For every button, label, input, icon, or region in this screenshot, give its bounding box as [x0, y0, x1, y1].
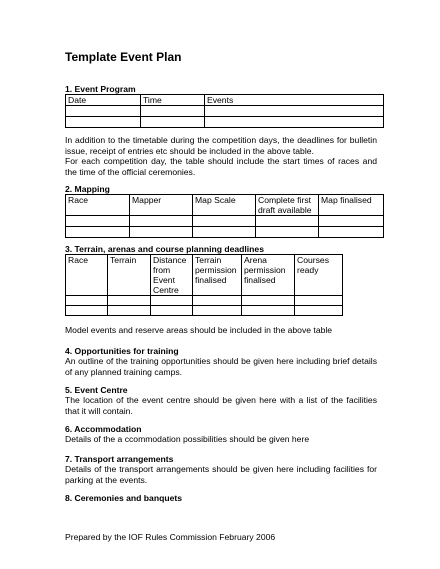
table-cell	[193, 227, 256, 238]
accommodation-paragraph: Details of the a ccommodation possibilities should be given here	[65, 434, 310, 444]
table-header-cell: Terrain	[108, 255, 151, 296]
section-heading-accommodation: 6. Accommodation	[65, 424, 142, 434]
table-cell	[295, 306, 343, 316]
table-header-cell: Distance from Event Centre	[151, 255, 193, 296]
table-cell	[66, 106, 141, 117]
table-cell	[319, 216, 384, 227]
table-cell	[66, 216, 130, 227]
table-header-cell: Terrain permission finalised	[193, 255, 242, 296]
table-header-cell: Mapper	[130, 195, 193, 216]
table-header-cell: Arena permission finalised	[242, 255, 295, 296]
table-cell	[242, 296, 295, 306]
text-line: Details of the transport arrangements should be given here including facilities for	[65, 464, 377, 474]
table-cell	[256, 227, 319, 238]
text-line: parking at the events.	[65, 474, 148, 485]
table-cell	[319, 227, 384, 238]
table-header-cell: Map Scale	[193, 195, 256, 216]
event-centre-paragraph	[65, 395, 377, 416]
transport-paragraph	[65, 464, 377, 485]
text-line: issue, receipt of entries etc should be included in the above table.	[65, 145, 314, 156]
section-heading-event-program: 1. Event Program	[65, 84, 136, 94]
table-cell	[108, 306, 151, 316]
training-paragraph	[65, 356, 377, 377]
text-line: that it will contain.	[65, 405, 133, 416]
table-cell	[151, 306, 193, 316]
footer-credit: Prepared by the IOF Rules Commission February 2006	[65, 532, 276, 542]
table-cell	[256, 216, 319, 227]
table-header-cell: Race	[66, 255, 108, 296]
table-cell	[130, 227, 193, 238]
table-header-cell: Events	[205, 95, 384, 106]
table-header-cell: Time	[141, 95, 205, 106]
terrain-table	[65, 254, 343, 316]
section-heading-training: 4. Opportunities for training	[65, 346, 179, 356]
text-line: In addition to the timetable during the competition days, the deadlines for bulletin	[65, 135, 377, 145]
text-line: An outline of the training opportunities should be given here including brief details	[65, 356, 377, 366]
table-cell	[205, 117, 384, 128]
text-line: For each competition day, the table should include the start times of races and	[65, 156, 377, 166]
table-cell	[66, 227, 130, 238]
table-cell	[193, 216, 256, 227]
event-program-paragraph	[65, 135, 377, 177]
table-header-cell: Date	[66, 95, 141, 106]
section-heading-mapping: 2. Mapping	[65, 184, 110, 194]
table-cell	[295, 296, 343, 306]
table-header-cell: Race	[66, 195, 130, 216]
table-cell	[141, 117, 205, 128]
table-header-cell: Courses ready	[295, 255, 343, 296]
text-line: the time of the official ceremonies.	[65, 166, 196, 177]
section-heading-transport: 7. Transport arrangements	[65, 454, 174, 464]
section-heading-ceremonies: 8. Ceremonies and banquets	[65, 493, 183, 503]
table-header-cell: Map finalised	[319, 195, 384, 216]
section-heading-terrain: 3. Terrain, arenas and course planning deadlines	[65, 244, 264, 254]
mapping-table	[65, 194, 384, 238]
text-line: of any planned training camps.	[65, 366, 183, 377]
table-cell	[66, 296, 108, 306]
event-program-table	[65, 94, 384, 128]
table-cell	[193, 296, 242, 306]
text-line: The location of the event centre should be given here with a list of the facilities	[65, 395, 377, 405]
section-heading-event-centre: 5. Event Centre	[65, 385, 128, 395]
document-title: Template Event Plan	[65, 50, 182, 64]
table-cell	[66, 117, 141, 128]
table-header-cell: Complete first draft available	[256, 195, 319, 216]
table-cell	[141, 106, 205, 117]
table-cell	[66, 306, 108, 316]
table-cell	[108, 296, 151, 306]
table-cell	[151, 296, 193, 306]
table-cell	[193, 306, 242, 316]
table-cell	[205, 106, 384, 117]
table-cell	[130, 216, 193, 227]
terrain-note: Model events and reserve areas should be included in the above table	[65, 325, 333, 335]
table-cell	[242, 306, 295, 316]
